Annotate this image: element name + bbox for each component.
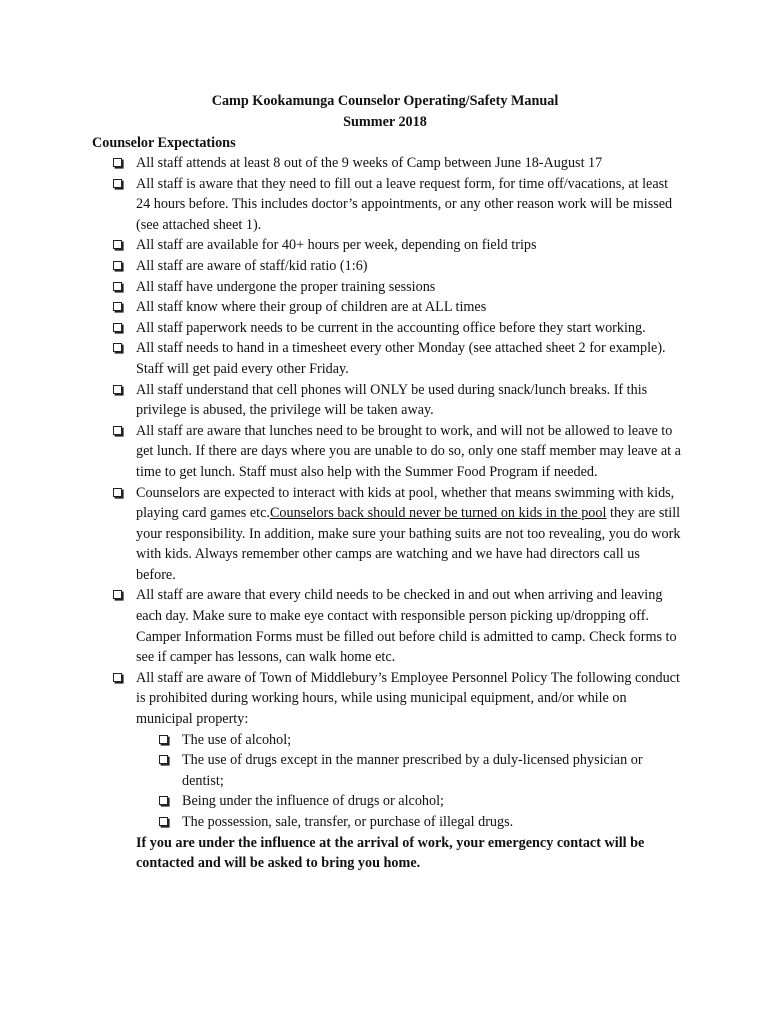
- list-item: [112, 256, 682, 277]
- list-item: [112, 174, 682, 236]
- list-item-text: All staff is aware that they need to fill out a leave request form, for time off/vacations, at least 24 hours before. This includes doctor’s appointments, or any other reason work will be missed (see attached sheet 1).: [136, 175, 673, 233]
- list-item: [112, 297, 682, 318]
- list-item: [112, 318, 682, 339]
- sub-list-item-text: The use of drugs except in the manner prescribed by a duly-licensed physician or dentist;: [182, 752, 643, 789]
- checkbox-icon: [113, 426, 122, 435]
- checkbox-icon: [113, 343, 122, 352]
- sub-list-item: [158, 791, 682, 812]
- checkbox-icon: [113, 385, 122, 394]
- checkbox-icon: [113, 179, 122, 188]
- list-item-text: All staff are available for 40+ hours per week, depending on field trips: [136, 237, 537, 254]
- list-item-text: All staff have undergone the proper training sessions: [136, 278, 436, 295]
- checkbox-icon: [159, 796, 168, 805]
- checkbox-icon: [113, 323, 122, 332]
- list-item: [112, 380, 682, 421]
- sub-list-item-text: The use of alcohol;: [182, 731, 292, 748]
- document-title: Camp Kookamunga Counselor Operating/Safety Manual: [211, 93, 559, 109]
- sub-list-item: [158, 750, 682, 791]
- pool-text-after: they are still your responsibility. In addition, make sure your bathing suits are not too revealing, you do work with kids. Always remember other camps are watching and we have had directors call us before.: [136, 505, 681, 583]
- list-item-text: All staff are aware that lunches need to be brought to work, and will not be allowed to leave to get lunch. If there are days where you are unable to do so, only one staff member may leave at a time to get lunch. Staff must also help with the Summer Food Program if needed.: [136, 422, 681, 480]
- checkbox-icon: [113, 488, 122, 497]
- list-item-checkin: [112, 585, 682, 667]
- list-item-text: All staff know where their group of children are at ALL times: [136, 299, 487, 316]
- list-item: [112, 338, 682, 379]
- list-item-text: All staff paperwork needs to be current in the accounting office before they start working.: [136, 319, 646, 336]
- checkbox-icon: [159, 735, 168, 744]
- checkbox-icon: [159, 755, 168, 764]
- sub-list-item-text: Being under the influence of drugs or alcohol;: [182, 793, 444, 810]
- list-item: [112, 235, 682, 256]
- expectations-list: [112, 153, 682, 874]
- checkbox-icon: [113, 261, 122, 270]
- prohibited-conduct-list: [136, 730, 682, 833]
- checkbox-icon: [113, 240, 122, 249]
- list-item-text: All staff are aware that every child needs to be checked in and out when arriving and leaving each day. Make sure to make eye contact with responsible person picking up/dropping off. Camper Information Forms must be filled out before child is admitted to camp. Check forms to see if camper has lessons, can walk home etc.: [136, 587, 677, 666]
- list-item: [112, 421, 682, 483]
- list-item: [112, 277, 682, 298]
- list-item-policy: [112, 668, 682, 833]
- checkbox-icon: [113, 158, 122, 167]
- checkbox-icon: [113, 282, 122, 291]
- list-item: [112, 153, 682, 174]
- list-item-text: All staff are aware of Town of Middlebury’s Employee Personnel Policy The following conduct is prohibited during working hours, while using municipal equipment, and/or while on municipal property:: [136, 669, 680, 728]
- sub-list-item: [158, 812, 682, 833]
- list-item-text: All staff needs to hand in a timesheet every other Monday (see attached sheet 2 for example). Staff will get paid every other Friday.: [136, 340, 666, 377]
- checkbox-icon: [113, 590, 122, 599]
- closing-note: If you are under the influence at the arrival of work, your emergency contact will be contacted and will be asked to bring you home.: [136, 834, 645, 872]
- section-heading: Counselor Expectations: [92, 135, 236, 151]
- list-item-text: All staff attends at least 8 out of the 9 weeks of Camp between June 18-August 17: [136, 155, 603, 171]
- pool-text-before: Counselors are expected to interact with kids at pool, whether that means swimming with kids, playing card games etc.: [136, 484, 675, 522]
- list-item-text: All staff are aware of staff/kid ratio (1:6): [136, 257, 368, 274]
- list-item-text: All staff understand that cell phones will ONLY be used during snack/lunch breaks. If this privilege is abused, the privilege will be taken away.: [136, 381, 648, 419]
- pool-text-underlined: Counselors back should never be turned on kids in the pool: [269, 505, 607, 522]
- sub-list-item: [158, 730, 682, 751]
- checkbox-icon: [159, 817, 168, 826]
- list-item-pool: [112, 483, 682, 586]
- sub-list-item-text: The possession, sale, transfer, or purchase of illegal drugs.: [182, 814, 514, 830]
- checkbox-icon: [113, 302, 122, 311]
- document-subtitle: Summer 2018: [343, 114, 427, 130]
- checkbox-icon: [113, 673, 122, 682]
